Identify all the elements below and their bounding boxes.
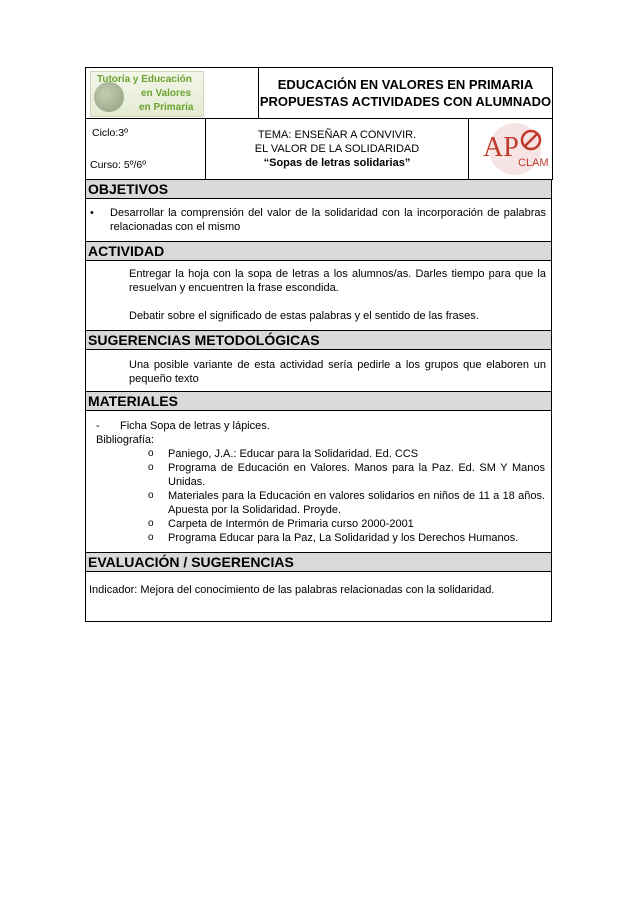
evaluacion-body [86, 572, 551, 621]
apclam-logo-cell [469, 119, 553, 180]
tema-line-3: “Sopas de letras solidarias” [263, 157, 411, 169]
document-title [259, 68, 553, 119]
evaluacion-heading: EVALUACIÓN / SUGERENCIAS [86, 553, 551, 572]
sugerencias-text: Una posible variante de esta actividad sería pedirle a los grupos que elaboren un pequeño texto [129, 359, 546, 385]
title-line-1: EDUCACIÓN EN VALORES EN PRIMARIA [277, 77, 534, 92]
tutoria-logo [90, 71, 204, 117]
globe-icon [94, 82, 124, 112]
list-item [92, 531, 545, 545]
materiales-body [86, 411, 551, 552]
bibliografia-item-3: Materiales para la Educación en valores solidarios en niños de 11 a 18 años. Apuesta por la Solidaridad. Proyde. [168, 490, 545, 516]
list-item [92, 419, 545, 433]
list-item [90, 206, 546, 234]
apclam-logo [477, 122, 549, 176]
actividad-body [86, 261, 551, 330]
actividad-paragraph-1: Entregar la hoja con la sopa de letras a los alumnos/as. Darles tiempo para que la resuelvan y encuentren la frase escondida. [129, 268, 546, 294]
circle-bullet-icon: o [148, 518, 154, 529]
ciclo-curso-cell [86, 119, 206, 180]
actividad-section [85, 242, 552, 331]
tema-line-1: TEMA: ENSEÑAR A CONVIVIR. [257, 129, 417, 141]
materiales-section [85, 392, 552, 553]
bibliografia-item-4: Carpeta de Intermón de Primaria curso 2000-2001 [168, 518, 414, 530]
circle-bullet-icon: o [148, 462, 154, 473]
sugerencias-heading: SUGERENCIAS METODOLÓGICAS [86, 331, 551, 350]
bibliografia-item-1: Paniego, J.A.: Educar para la Solidaridad. Ed. CCS [168, 448, 419, 460]
circle-bullet-icon: o [148, 532, 154, 543]
tema-cell [206, 119, 469, 180]
objetivo-text: Desarrollar la comprensión del valor de la solidaridad con la incorporación de palabras relacionadas con el mismo [110, 207, 546, 233]
objetivos-section [85, 180, 552, 242]
logo-line-3: en Primaria [139, 102, 194, 113]
sugerencias-section [85, 331, 552, 392]
actividad-paragraph-2: Debatir sobre el significado de estas palabras y el sentido de las frases. [129, 310, 479, 322]
tema-line-2: EL VALOR DE LA SOLIDARIDAD [254, 143, 420, 155]
bibliografia-item-5: Programa Educar para la Paz, La Solidaridad y los Derechos Humanos. [168, 532, 519, 544]
circle-bullet-icon: o [148, 448, 154, 459]
objetivos-heading: OBJETIVOS [86, 180, 551, 199]
objetivos-body [86, 199, 551, 241]
header-table [85, 67, 553, 180]
tutoria-logo-cell [86, 68, 259, 119]
list-item [92, 447, 545, 461]
list-item [92, 489, 545, 517]
actividad-heading: ACTIVIDAD [86, 242, 551, 261]
materiales-item: Ficha Sopa de letras y lápices. [120, 420, 270, 432]
evaluacion-section [85, 553, 552, 622]
bibliografia-item-2: Programa de Educación en Valores. Manos para la Paz. Ed. SM Y Manos Unidas. [168, 462, 545, 488]
materiales-heading: MATERIALES [86, 392, 551, 411]
ciclo-label: Ciclo:3º [92, 127, 128, 139]
sugerencias-body [86, 350, 551, 391]
ap-logo-text: AP [483, 132, 519, 163]
activity-sheet [85, 67, 552, 622]
logo-line-2: en Valores [141, 88, 192, 99]
list-item [92, 517, 545, 531]
bullet-dot-icon: • [90, 207, 94, 219]
curso-label: Curso: 5º/6º [90, 159, 147, 171]
title-line-2: PROPUESTAS ACTIVIDADES CON ALUMNADO [259, 94, 552, 109]
list-item [92, 461, 545, 489]
clam-logo-text: CLAM [518, 157, 549, 169]
logo-line-1: Tutoría y Educación [97, 74, 192, 85]
circle-bullet-icon: o [148, 490, 154, 501]
evaluacion-text: Indicador: Mejora del conocimiento de las palabras relacionadas con la solidaridad. [89, 584, 495, 596]
dash-icon: - [96, 420, 100, 432]
bibliografia-label: Bibliografía: [96, 434, 155, 446]
